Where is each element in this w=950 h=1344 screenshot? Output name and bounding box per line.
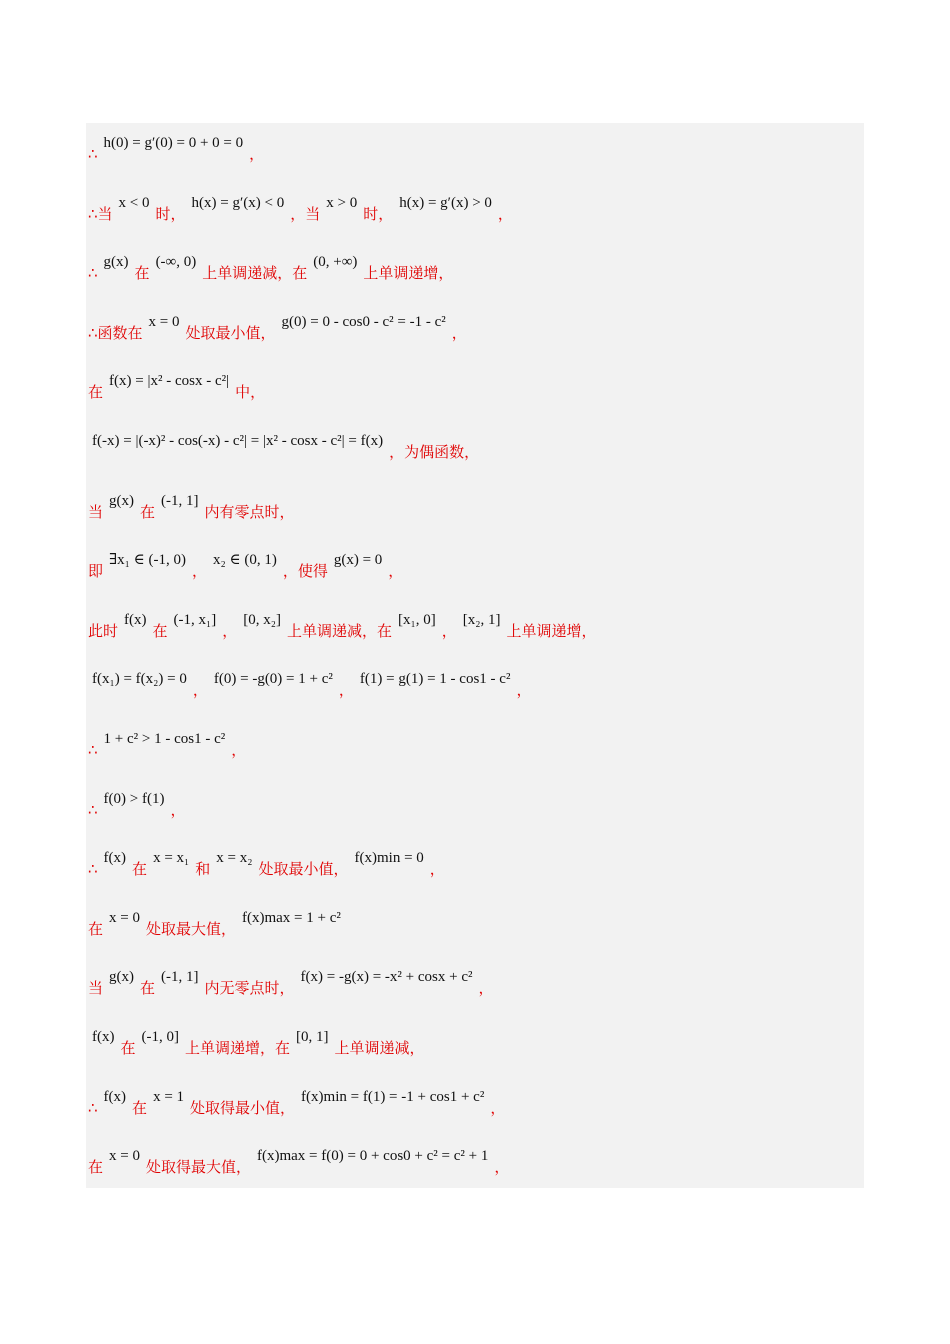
math-expression: f(0) > f(1) xyxy=(103,790,165,807)
solution-line xyxy=(86,789,188,829)
math-expression: g(x) xyxy=(109,492,135,509)
explanation-text: 即 xyxy=(88,562,104,581)
math-expression: f(x) xyxy=(103,850,127,867)
solution-line xyxy=(86,1146,511,1186)
explanation-text: ， xyxy=(429,860,445,879)
math-expression: [x₁, 0] xyxy=(398,611,436,628)
explanation-text: ， xyxy=(516,681,532,700)
solution-line xyxy=(86,967,496,1007)
math-expression: (-1, 0] xyxy=(141,1029,180,1045)
math-expression: f(x₁) = f(x₂) = 0 xyxy=(92,671,187,688)
math-expression: h(x) = g′(x) < 0 xyxy=(191,194,285,211)
explanation-text: 处取得最小值， xyxy=(190,1098,296,1117)
explanation-text: ，使得 xyxy=(282,562,328,581)
explanation-text: 上单调递增， xyxy=(506,621,597,640)
solution-line xyxy=(86,550,405,590)
explanation-text: 上单调递增，在 xyxy=(185,1039,291,1057)
math-expression: f(x) = |x² - cosx - c²| xyxy=(109,373,230,390)
math-expression: f(x)max = 1 + c² xyxy=(242,909,341,926)
explanation-text: 处取得最大值， xyxy=(145,1158,251,1177)
math-expression: x₂ ∈ (0, 1) xyxy=(213,552,277,569)
explanation-text: 上单调递减，在 xyxy=(202,264,308,283)
solution-line xyxy=(86,193,515,233)
explanation-text: ， xyxy=(388,562,404,581)
math-expression: f(0) = -g(0) = 1 + c² xyxy=(213,671,333,688)
math-expression: x = x₂ xyxy=(216,850,253,867)
math-expression: g(x) xyxy=(103,254,129,271)
explanation-text: 和 xyxy=(195,860,211,879)
explanation-text: 当 xyxy=(88,979,104,998)
math-expression: (-1, x₁] xyxy=(173,611,217,628)
explanation-text: ， xyxy=(441,621,457,640)
explanation-text: 在 xyxy=(132,860,148,879)
explanation-text: 时， xyxy=(155,204,186,223)
explanation-text: 在 xyxy=(88,1158,104,1177)
solution-line xyxy=(86,610,599,650)
math-expression: [0, x₂] xyxy=(243,611,281,628)
explanation-text: 内有零点时， xyxy=(204,502,295,521)
explanation-text: 在 xyxy=(132,1098,148,1117)
explanation-text: ，当 xyxy=(290,204,321,223)
math-expression: (0, +∞) xyxy=(313,254,358,271)
math-expression: g(x) = 0 xyxy=(333,552,383,569)
math-expression: x > 0 xyxy=(326,194,358,211)
solution-line xyxy=(86,133,266,173)
solution-line xyxy=(86,729,248,769)
solution-line xyxy=(88,669,533,709)
explanation-text: ∴ xyxy=(88,800,98,819)
math-expression: 1 + c² > 1 - cos1 - c² xyxy=(103,731,226,747)
math-expression: f(x) xyxy=(124,611,147,628)
solution-line xyxy=(86,491,297,531)
explanation-text: ， xyxy=(192,681,208,700)
explanation-text: 处取最小值， xyxy=(185,323,276,342)
math-expression: (-∞, 0) xyxy=(155,254,197,271)
math-expression: [0, 1] xyxy=(296,1029,329,1045)
solution-panel xyxy=(86,123,864,1188)
explanation-text: 处取最小值， xyxy=(258,860,349,879)
math-expression: f(x)min = 0 xyxy=(354,850,424,867)
explanation-text: ， xyxy=(338,681,354,700)
explanation-text: ， xyxy=(222,621,238,640)
math-expression: f(x)max = f(0) = 0 + cos0 + c² = c² + 1 xyxy=(257,1148,489,1165)
explanation-text: ， xyxy=(191,562,207,581)
solution-line xyxy=(86,1087,507,1127)
math-expression: x = 0 xyxy=(148,313,180,330)
math-expression: f(x)min = f(1) = -1 + cos1 + c² xyxy=(301,1088,485,1105)
math-expression: h(x) = g′(x) > 0 xyxy=(399,194,492,211)
solution-line xyxy=(88,431,481,471)
explanation-text: 在 xyxy=(134,264,150,283)
explanation-text: ∴ xyxy=(88,1098,98,1117)
explanation-text: 上单调递减， xyxy=(334,1039,425,1057)
explanation-text: 中， xyxy=(235,383,266,402)
explanation-text: ，为偶函数， xyxy=(389,443,480,461)
explanation-text: ， xyxy=(478,979,494,998)
math-expression: g(x) xyxy=(109,969,135,986)
explanation-text: ∴ xyxy=(88,860,98,879)
solution-line xyxy=(86,908,345,948)
math-expression: (-1, 1] xyxy=(161,969,199,986)
solution-line xyxy=(86,848,447,888)
solution-line xyxy=(86,252,455,292)
math-expression: f(1) = g(1) = 1 - cos1 - c² xyxy=(359,671,511,688)
solution-line xyxy=(86,312,469,352)
explanation-text: 在 xyxy=(88,919,104,938)
explanation-text: ∴ xyxy=(88,741,98,759)
explanation-text: 在 xyxy=(140,502,156,521)
explanation-text: ∴函数在 xyxy=(88,323,143,342)
explanation-text: 在 xyxy=(88,383,104,402)
math-expression: g(0) = 0 - cos0 - c² = -1 - c² xyxy=(281,313,446,330)
math-expression: f(x) xyxy=(103,1088,127,1105)
math-expression: f(x) xyxy=(92,1029,115,1045)
math-expression: x = 0 xyxy=(109,909,140,926)
explanation-text: 在 xyxy=(120,1039,136,1057)
explanation-text: ∴当 xyxy=(88,204,113,223)
explanation-text: ∴ xyxy=(88,145,98,163)
math-expression: f(-x) = |(-x)² - cos(-x) - c²| = |x² - cosx - c²| = f(x) xyxy=(92,433,384,449)
math-expression: (-1, 1] xyxy=(161,492,199,509)
explanation-text: 上单调递减，在 xyxy=(287,621,393,640)
explanation-text: 上单调递增， xyxy=(363,264,454,283)
explanation-text: 当 xyxy=(88,502,104,521)
solution-line xyxy=(86,371,267,411)
math-expression: [x₂, 1] xyxy=(462,611,501,628)
explanation-text: 内无零点时， xyxy=(204,979,295,998)
explanation-text: ， xyxy=(170,800,186,819)
explanation-text: 时， xyxy=(363,204,394,223)
explanation-text: ， xyxy=(231,741,247,759)
explanation-text: ， xyxy=(249,145,265,163)
explanation-text: 在 xyxy=(152,621,168,640)
math-expression: h(0) = g′(0) = 0 + 0 = 0 xyxy=(103,135,244,151)
math-expression: x < 0 xyxy=(118,194,150,211)
explanation-text: 此时 xyxy=(88,621,119,640)
explanation-text: ， xyxy=(451,323,467,342)
explanation-text: ， xyxy=(490,1098,506,1117)
math-expression: x = x₁ xyxy=(153,850,190,867)
explanation-text: ， xyxy=(494,1158,510,1177)
explanation-text: ， xyxy=(497,204,513,223)
math-expression: ∃x₁ ∈ (-1, 0) xyxy=(109,552,186,569)
explanation-text: 处取最大值， xyxy=(145,919,236,938)
math-expression: x = 1 xyxy=(153,1088,185,1105)
explanation-text: ∴ xyxy=(88,264,98,283)
explanation-text: 在 xyxy=(140,979,156,998)
math-expression: f(x) = -g(x) = -x² + cosx + c² xyxy=(300,969,473,986)
math-expression: x = 0 xyxy=(109,1148,140,1165)
solution-line xyxy=(88,1027,427,1067)
